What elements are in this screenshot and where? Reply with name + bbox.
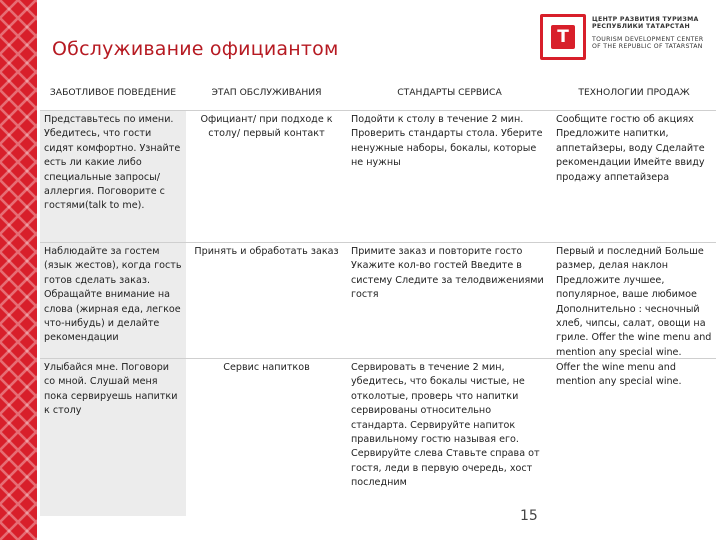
table-cell: Наблюдайте за гостем (язык жестов), когда гость готов сделать заказ. Обращайте внимание на слова (жирная еда, легкое что-нибудь) и делайте рекомендации: [40, 242, 186, 358]
table-header: СТАНДАРТЫ СЕРВИСА: [397, 87, 502, 98]
logo-letter: T: [551, 25, 575, 49]
service-table: [40, 84, 716, 516]
table-cell: Offer the wine menu and mention any special wine.: [552, 358, 716, 516]
table-cell: Сервировать в течение 2 мин, убедитесь, что бокалы чистые, не отколотые, проверь что напитки сервированы относительно стандарта. Сервируйте напиток правильному гостю называя его. Сервируйте слева Ставьте справа от гостя, леди в первую очередь, хост последним: [347, 358, 552, 516]
table-cell: Представьтесь по имени. Убедитесь, что гости сидят комфортно. Узнайте есть ли какие либо специальные запросы/аллергия. Поговорите с гостями(talk to me).: [40, 110, 186, 242]
logo-line-2: РЕСПУБЛИКИ ТАТАРСТАН: [592, 23, 690, 30]
logo-text-en: [592, 36, 703, 50]
logo-line-3: TOURISM DEVELOPMENT CENTER: [592, 36, 704, 43]
table-header: ЭТАП ОБСЛУЖИВАНИЯ: [211, 87, 322, 98]
page-number: 15: [520, 508, 538, 524]
table-cell: Официант/ при подходе к столу/ первый контакт: [186, 110, 347, 242]
table-cell: Примите заказ и повторите госто Укажите кол-во гостей Введите в систему Следите за телодвижениями гостя: [347, 242, 552, 358]
table-cell: Принять и обработать заказ: [186, 242, 347, 358]
table-header: ЗАБОТЛИВОЕ ПОВЕДЕНИЕ: [49, 87, 177, 98]
table-cell: Сервис напитков: [186, 358, 347, 516]
decorative-pattern-strip: [0, 0, 37, 540]
table-cell: Сообщите гостю об акциях Предложите напитки, аппетайзеры, воду Сделайте рекомендации Имейте ввиду продажу аппетайзера: [552, 110, 716, 242]
logo-line-4: OF THE REPUBLIC OF TATARSTAN: [592, 43, 703, 50]
table-cell: Первый и последний Больше размер, делая наклон Предложите лучшее, популярное, ваше любимое Дополнительно : чесночный хлеб, чипсы, салат, овощи на гриле. Offer the wine menu and mention any special wine.: [552, 242, 716, 358]
table-cell: Подойти к столу в течение 2 мин. Проверить стандарты стола. Уберите ненужные наборы, бокалы, которые не нужны: [347, 110, 552, 242]
tourism-center-logo: [540, 14, 710, 66]
logo-mark-icon: [540, 14, 586, 60]
logo-text-ru: [592, 16, 699, 30]
table-cell: Улыбайся мне. Поговори со мной. Слушай меня пока сервируешь напитки к столу: [40, 358, 186, 516]
table-header: ТЕХНОЛОГИИ ПРОДАЖ: [578, 87, 690, 98]
logo-line-1: ЦЕНТР РАЗВИТИЯ ТУРИЗМА: [592, 16, 699, 23]
page-title: Обслуживание официантом: [52, 38, 339, 60]
